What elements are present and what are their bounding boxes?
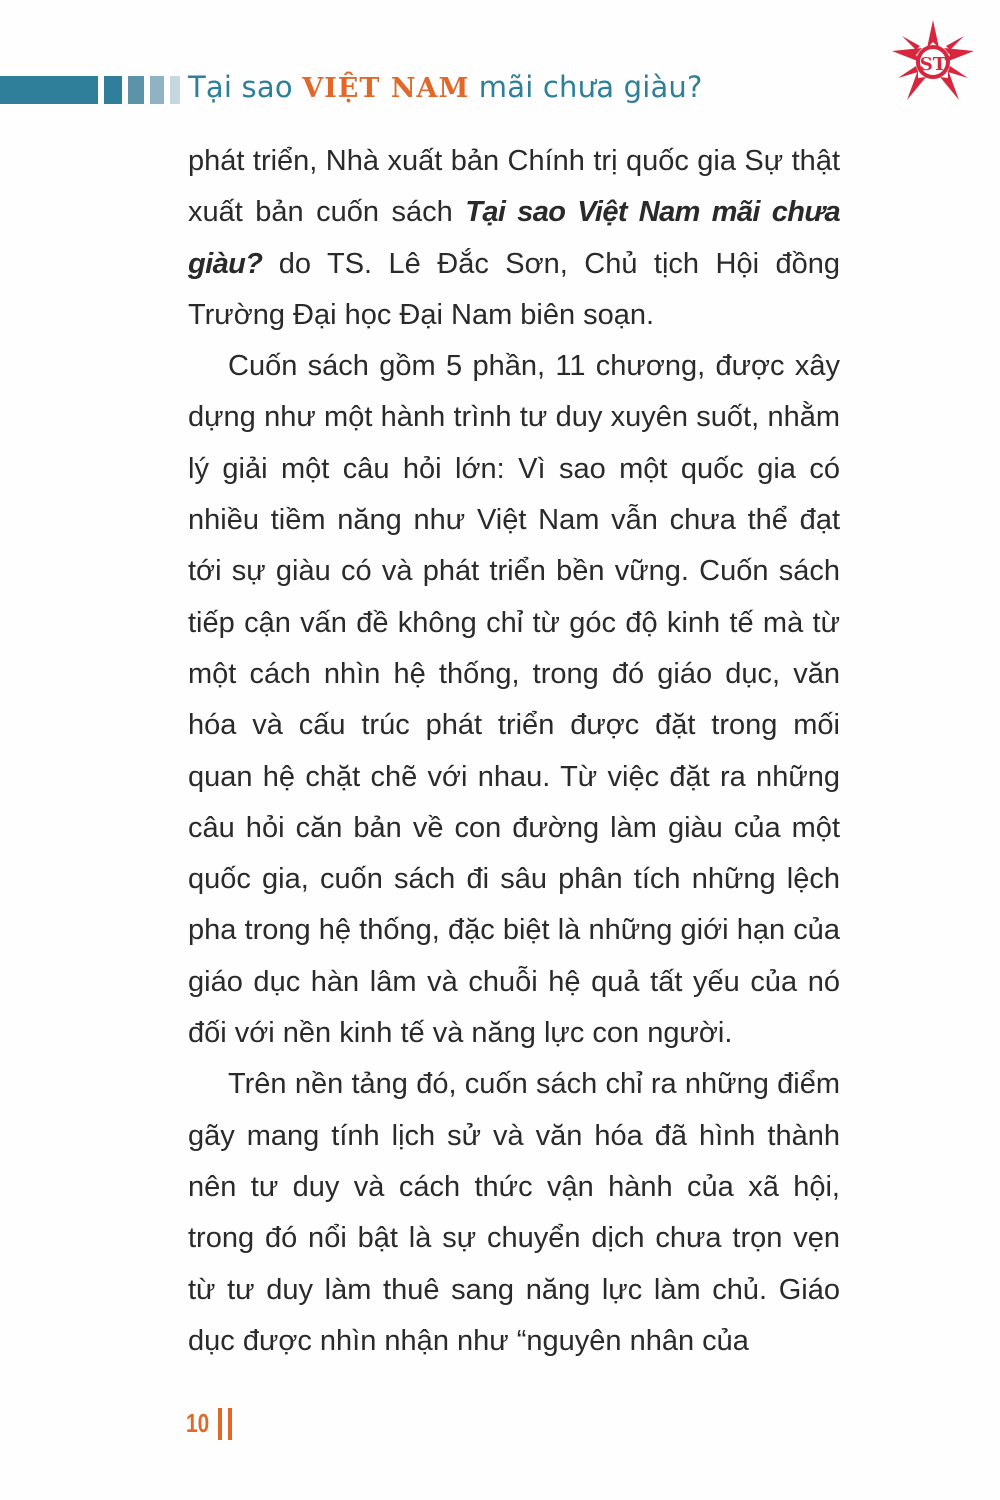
header-band-solid	[0, 76, 98, 104]
header-band-segment	[170, 76, 180, 104]
header-title-after: mãi chưa giàu?	[469, 70, 703, 104]
header-band-segment	[150, 76, 164, 104]
paragraph-1	[188, 136, 840, 341]
page-number: 10	[186, 1408, 210, 1438]
header-band-segment	[104, 76, 122, 104]
body-text	[188, 136, 840, 1367]
paragraph-3: Trên nền tảng đó, cuốn sách chỉ ra những điểm gãy mang tính lịch sử và văn hóa đã hình thành nên tư duy và cách thức vận hành của xã hội, trong đó nổi bật là sự chuyển dịch chưa trọn vẹn từ tư duy làm thuê sang năng lực làm chủ. Giáo dục được nhìn nhận như “nguyên nhân của	[188, 1068, 840, 1357]
header-band-segment	[128, 76, 144, 104]
running-header-title	[188, 70, 703, 104]
publisher-star-logo-icon	[890, 18, 976, 104]
paragraph-1-part-1: phát triển, Nhà xuất bản Chính trị quốc gia Sự thật xuất bản cuốn sách	[188, 145, 840, 229]
paragraph-2: Cuốn sách gồm 5 phần, 11 chương, được xây dựng như một hành trình tư duy xuyên suốt, nhằm lý giải một câu hỏi lớn: Vì sao một quốc gia có nhiều tiềm năng như Việt Nam vẫn chưa thể đạt tới sự giàu có và phát triển bền vững. Cuốn sách tiếp cận vấn đề không chỉ từ góc độ kinh tế mà từ một cách nhìn hệ thống, trong đó giáo dục, văn hóa và cấu trúc phát triển được đặt trong mối quan hệ chặt chẽ với nhau. Từ việc đặt ra những câu hỏi căn bản về con đường làm giàu của một quốc gia, cuốn sách đi sâu phân tích những lệch pha trong hệ thống, đặc biệt là những giới hạn của giáo dục hàn lâm và chuỗi hệ quả tất yếu của nó đối với nền kinh tế và năng lực con người.	[188, 350, 840, 1050]
paragraph-1-part-2: do TS. Lê Đắc Sơn, Chủ tịch Hội đồng Trường Đại học Đại Nam biên soạn.	[188, 247, 840, 331]
header-title-highlight: VIỆT NAM	[302, 73, 470, 104]
header-color-band	[0, 74, 180, 106]
book-title: Tại sao Việt Nam mãi chưa giàu?	[188, 196, 840, 280]
header-title-before: Tại sao	[188, 70, 303, 104]
page-number-bars-icon	[218, 1408, 232, 1440]
logo-letters: ST	[919, 54, 947, 75]
